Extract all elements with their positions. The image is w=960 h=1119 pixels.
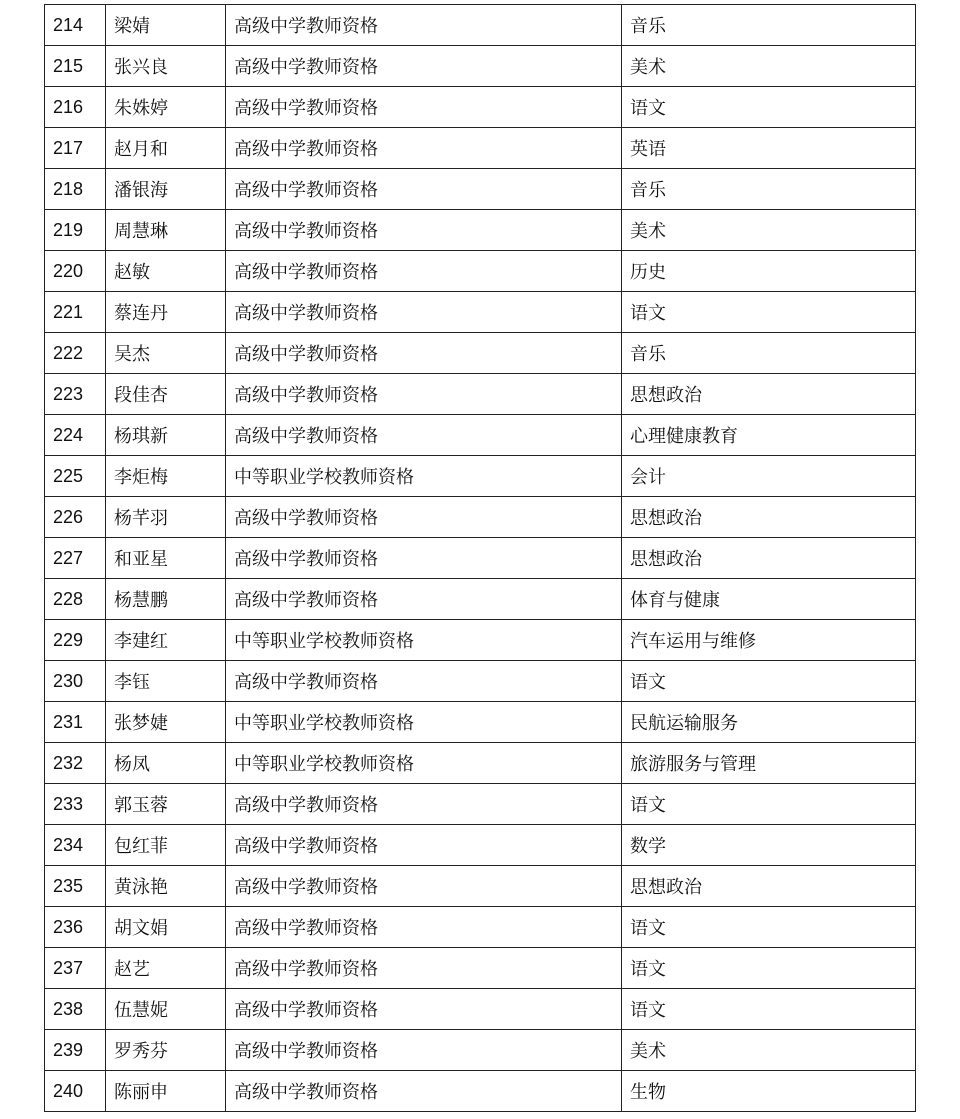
teacher-name-cell: 郭玉蓉 [106, 784, 226, 825]
subject-cell: 思想政治 [622, 497, 916, 538]
teacher-name-cell: 胡文娟 [106, 907, 226, 948]
teacher-name-cell: 杨凤 [106, 743, 226, 784]
qualification-cell: 高级中学教师资格 [226, 374, 622, 415]
subject-cell: 体育与健康 [622, 579, 916, 620]
teacher-name-cell: 张梦婕 [106, 702, 226, 743]
row-number-cell: 216 [45, 87, 106, 128]
teacher-qualification-table [44, 4, 916, 1112]
row-number-cell: 224 [45, 415, 106, 456]
row-number-cell: 228 [45, 579, 106, 620]
row-number-cell: 219 [45, 210, 106, 251]
table-row [45, 907, 916, 948]
teacher-name-cell: 李建红 [106, 620, 226, 661]
row-number-cell: 214 [45, 5, 106, 46]
row-number-cell: 222 [45, 333, 106, 374]
row-number-cell: 235 [45, 866, 106, 907]
qualification-cell: 高级中学教师资格 [226, 784, 622, 825]
row-number-cell: 223 [45, 374, 106, 415]
teacher-name-cell: 张兴良 [106, 46, 226, 87]
subject-cell: 音乐 [622, 169, 916, 210]
table-row [45, 743, 916, 784]
teacher-name-cell: 黄泳艳 [106, 866, 226, 907]
subject-cell: 思想政治 [622, 374, 916, 415]
subject-cell: 语文 [622, 989, 916, 1030]
teacher-name-cell: 段佳杏 [106, 374, 226, 415]
row-number-cell: 229 [45, 620, 106, 661]
table-row [45, 538, 916, 579]
qualification-cell: 高级中学教师资格 [226, 538, 622, 579]
qualification-cell: 高级中学教师资格 [226, 5, 622, 46]
row-number-cell: 237 [45, 948, 106, 989]
subject-cell: 生物 [622, 1071, 916, 1112]
row-number-cell: 230 [45, 661, 106, 702]
subject-cell: 思想政治 [622, 538, 916, 579]
teacher-name-cell: 蔡连丹 [106, 292, 226, 333]
table-row [45, 128, 916, 169]
subject-cell: 旅游服务与管理 [622, 743, 916, 784]
row-number-cell: 234 [45, 825, 106, 866]
teacher-name-cell: 周慧琳 [106, 210, 226, 251]
row-number-cell: 238 [45, 989, 106, 1030]
qualification-cell: 高级中学教师资格 [226, 251, 622, 292]
subject-cell: 语文 [622, 784, 916, 825]
subject-cell: 民航运输服务 [622, 702, 916, 743]
table-row [45, 579, 916, 620]
row-number-cell: 220 [45, 251, 106, 292]
qualification-cell: 中等职业学校教师资格 [226, 620, 622, 661]
table-row [45, 5, 916, 46]
qualification-cell: 高级中学教师资格 [226, 825, 622, 866]
teacher-name-cell: 杨琪新 [106, 415, 226, 456]
table-row [45, 866, 916, 907]
row-number-cell: 217 [45, 128, 106, 169]
table-row [45, 169, 916, 210]
subject-cell: 数学 [622, 825, 916, 866]
table-row [45, 415, 916, 456]
teacher-name-cell: 杨芊羽 [106, 497, 226, 538]
subject-cell: 语文 [622, 661, 916, 702]
subject-cell: 语文 [622, 907, 916, 948]
teacher-name-cell: 赵月和 [106, 128, 226, 169]
teacher-name-cell: 和亚星 [106, 538, 226, 579]
subject-cell: 语文 [622, 87, 916, 128]
table-row [45, 46, 916, 87]
table-row [45, 210, 916, 251]
subject-cell: 美术 [622, 46, 916, 87]
table-row [45, 251, 916, 292]
table-row [45, 497, 916, 538]
table-row [45, 1030, 916, 1071]
qualification-cell: 高级中学教师资格 [226, 415, 622, 456]
qualification-cell: 中等职业学校教师资格 [226, 702, 622, 743]
row-number-cell: 226 [45, 497, 106, 538]
subject-cell: 英语 [622, 128, 916, 169]
qualification-cell: 高级中学教师资格 [226, 169, 622, 210]
teacher-name-cell: 罗秀芬 [106, 1030, 226, 1071]
table-row [45, 374, 916, 415]
teacher-name-cell: 梁婧 [106, 5, 226, 46]
qualification-cell: 高级中学教师资格 [226, 87, 622, 128]
row-number-cell: 233 [45, 784, 106, 825]
qualification-cell: 中等职业学校教师资格 [226, 743, 622, 784]
table-row [45, 333, 916, 374]
teacher-name-cell: 李炬梅 [106, 456, 226, 497]
table-row [45, 989, 916, 1030]
qualification-cell: 高级中学教师资格 [226, 210, 622, 251]
qualification-cell: 高级中学教师资格 [226, 1071, 622, 1112]
qualification-cell: 高级中学教师资格 [226, 907, 622, 948]
subject-cell: 语文 [622, 292, 916, 333]
qualification-cell: 高级中学教师资格 [226, 866, 622, 907]
subject-cell: 思想政治 [622, 866, 916, 907]
row-number-cell: 232 [45, 743, 106, 784]
subject-cell: 语文 [622, 948, 916, 989]
table-row [45, 87, 916, 128]
teacher-name-cell: 吴杰 [106, 333, 226, 374]
subject-cell: 美术 [622, 1030, 916, 1071]
subject-cell: 会计 [622, 456, 916, 497]
subject-cell: 汽车运用与维修 [622, 620, 916, 661]
qualification-cell: 中等职业学校教师资格 [226, 456, 622, 497]
teacher-name-cell: 朱姝婷 [106, 87, 226, 128]
row-number-cell: 218 [45, 169, 106, 210]
table-row [45, 456, 916, 497]
qualification-cell: 高级中学教师资格 [226, 579, 622, 620]
qualification-cell: 高级中学教师资格 [226, 46, 622, 87]
teacher-name-cell: 潘银海 [106, 169, 226, 210]
qualification-cell: 高级中学教师资格 [226, 661, 622, 702]
subject-cell: 音乐 [622, 5, 916, 46]
row-number-cell: 215 [45, 46, 106, 87]
subject-cell: 历史 [622, 251, 916, 292]
qualification-cell: 高级中学教师资格 [226, 1030, 622, 1071]
table-row [45, 620, 916, 661]
table-row [45, 1071, 916, 1112]
table-body [45, 5, 916, 1112]
table-row [45, 661, 916, 702]
row-number-cell: 240 [45, 1071, 106, 1112]
subject-cell: 美术 [622, 210, 916, 251]
row-number-cell: 227 [45, 538, 106, 579]
qualification-cell: 高级中学教师资格 [226, 333, 622, 374]
subject-cell: 心理健康教育 [622, 415, 916, 456]
qualification-cell: 高级中学教师资格 [226, 128, 622, 169]
subject-cell: 音乐 [622, 333, 916, 374]
row-number-cell: 221 [45, 292, 106, 333]
teacher-name-cell: 李钰 [106, 661, 226, 702]
table-row [45, 948, 916, 989]
teacher-name-cell: 赵敏 [106, 251, 226, 292]
table-row [45, 825, 916, 866]
qualification-cell: 高级中学教师资格 [226, 497, 622, 538]
teacher-name-cell: 陈丽申 [106, 1071, 226, 1112]
teacher-name-cell: 杨慧鹏 [106, 579, 226, 620]
teacher-name-cell: 伍慧妮 [106, 989, 226, 1030]
qualification-cell: 高级中学教师资格 [226, 292, 622, 333]
row-number-cell: 236 [45, 907, 106, 948]
qualification-cell: 高级中学教师资格 [226, 948, 622, 989]
table-row [45, 784, 916, 825]
table-row [45, 702, 916, 743]
row-number-cell: 231 [45, 702, 106, 743]
teacher-name-cell: 包红菲 [106, 825, 226, 866]
row-number-cell: 225 [45, 456, 106, 497]
row-number-cell: 239 [45, 1030, 106, 1071]
qualification-cell: 高级中学教师资格 [226, 989, 622, 1030]
teacher-name-cell: 赵艺 [106, 948, 226, 989]
table-row [45, 292, 916, 333]
